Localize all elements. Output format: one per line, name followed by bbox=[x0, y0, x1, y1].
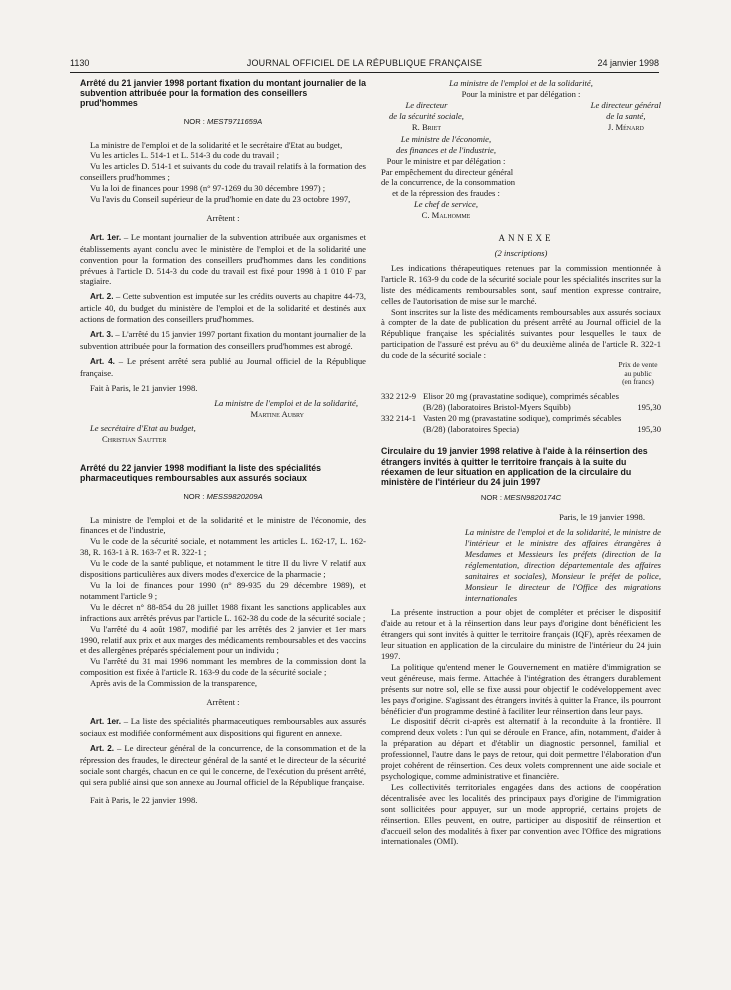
signature-name: Martine Aubry bbox=[250, 408, 304, 419]
drug-description: Elisor 20 mg (pravastatine sodique), comprimés sécables (B/28) (laboratoires Bristol-Myers Squibb) bbox=[423, 390, 619, 412]
circulaire-date: Paris, le 19 janvier 1998. bbox=[559, 512, 645, 523]
signature-block-economie: Le ministre de l'économie, des finances et de l'industrie, Pour le ministre et par délégation : Par empêchement du directeur général de la concurrence, de la consommation et de la répression des fraudes : Le chef de service, C. Malhomme bbox=[381, 133, 516, 221]
left-column bbox=[80, 78, 366, 806]
fait-a: Fait à Paris, le 21 janvier 1998. bbox=[90, 382, 198, 393]
drug-row bbox=[381, 413, 661, 435]
arrete-2-nor: NOR : MESS9820209A bbox=[183, 491, 263, 501]
circulaire-paragraph: Le dispositif décrit ci-après est alternatif à la reconduite à la frontière. Il comprend deux volets : l'un qui se déroule en France, afin, notamment, d'aider à la préparation au départ et d'établir un diagnostic personnel, familial et professionnel, l'autre dans le pays de retour, qui doit permettre l'élaboration d'un projet cohérent de réinsertion. Ces deux volets comprennent une aide sociale et psychologique, comme administrative et financière. bbox=[381, 716, 661, 781]
visa: Vu l'avis du Conseil supérieur de la prud'homie en date du 23 octobre 1997, bbox=[90, 194, 351, 205]
article: Art. 2. – Cette subvention est imputée sur les crédits ouverts au chapitre 44-73, article 40, du budget du ministère de l'emploi et de la solidarité et destinés aux actions de formation des conseillers prud'hommes. bbox=[80, 291, 366, 325]
circulaire-paragraph: La présente instruction a pour objet de compléter et préciser le dispositif d'aide au retour et à la réinsertion dans leur pays d'origine dont bénéficient les étrangers qui sont invités à quitter le territoire français (IQF), après réexamen de leur situation en application de la circulaire du ministre de l'intérieur du 24 juin 1997. bbox=[381, 607, 661, 662]
visa: La ministre de l'emploi et de la solidarité et le ministre de l'économie, des finances et de l'industrie, bbox=[80, 514, 366, 536]
visa: Après avis de la Commission de la transparence, bbox=[90, 678, 258, 689]
drug-price: 195,30 bbox=[637, 401, 661, 412]
signature-delegation: Pour la ministre et par délégation : bbox=[461, 88, 581, 99]
arrete-2-heading: Arrêté du 22 janvier 1998 modifiant la liste des spécialités pharmaceutiques remboursables aux assurés sociaux bbox=[80, 463, 322, 484]
signature-left: Le directeur de la sécurité sociale, R. Briet bbox=[389, 99, 464, 132]
circulaire-heading: Circulaire du 19 janvier 1998 relative à l'aide à la réinsertion des étrangers invités à quitter le territoire français à la suite du réexamen de leur situation en application de la circulaire du ministère de l'intérieur du 24 juin 1997 bbox=[381, 446, 648, 488]
circulaire-paragraph: La politique qu'entend mener le Gouvernement en matière d'immigration se veut généreuse, mais ferme. Attachée à l'intégration des étrangers durablement présents sur notre sol, elle se fixe aussi pour objectif le codéveloppement avec les pays d'origine. S'agissant des étrangers invités à quitter la France, ils pourront bénéficier d'un programme destiné à faciliter leur réinsertion dans leur pays. bbox=[381, 661, 661, 716]
circulaire-nor: NOR : MESN9820174C bbox=[480, 493, 562, 503]
arrete-1-nor: NOR : MEST9711659A bbox=[183, 116, 263, 126]
journal-title: JOURNAL OFFICIEL DE LA RÉPUBLIQUE FRANÇAISE bbox=[246, 58, 483, 68]
drug-price: 195,30 bbox=[637, 423, 661, 434]
visa: Vu le décret n° 88-854 du 28 juillet 1988 fixant les sanctions applicables aux infractions aux arrêtés prévus par l'article L. 162-38 du code de la sécurité sociale ; bbox=[80, 601, 366, 623]
article: Art. 1er. – Le montant journalier de la subvention attribuée aux organismes et établissements ayant conclu avec le ministère de l'emploi et de la solidarité une convention pour la formation des conseillers prud'hommes dans les conditions prévues à l'article D. 514-3 du code du travail est fixé pour 1998 à 1 010 F par stagiaire. bbox=[80, 231, 367, 287]
visa: Vu les articles L. 514-1 et L. 514-3 du code du travail ; bbox=[90, 150, 279, 161]
signature-name: Christian Sautter bbox=[102, 434, 167, 445]
annexe-paragraph: Les indications thérapeutiques retenues par la commission mentionnée à l'article R. 163-9 du code de la sécurité sociale pour les spécialités inscrites sur la liste des médicaments remboursables sont, sauf mention expresse contraire, celles de l'autorisation de mise sur le marché. bbox=[381, 262, 661, 306]
visa: La ministre de l'emploi et de la solidarité et le secrétaire d'Etat au budget, bbox=[90, 139, 343, 150]
signature-right: Le directeur général de la santé, J. Ménard bbox=[590, 99, 661, 132]
signature-title: Le secrétaire d'Etat au budget, bbox=[90, 423, 196, 434]
drug-code: 332 212-9 bbox=[381, 390, 417, 401]
arretent: Arrêtent : bbox=[206, 697, 240, 708]
circulaire-address: La ministre de l'emploi et de la solidarité, le ministre de l'intérieur et le ministre des affaires étrangères à Mesdames et Messieurs les préfets (direction de la réglementation, direction départementale des affaires sanitaires et sociales), Monsieur le préfet de police, Monsieur le directeur de l'Office des migrations internationales bbox=[465, 527, 661, 603]
arretent: Arrêtent : bbox=[206, 212, 240, 223]
visa: Vu l'arrêté du 31 mai 1996 nommant les membres de la commission dont la composition est fixée à l'article R. 163-9 du code de la sécurité sociale ; bbox=[80, 656, 366, 678]
signature-title: La ministre de l'emploi et de la solidarité, bbox=[214, 397, 358, 408]
annexe-subtitle: (2 inscriptions) bbox=[494, 247, 548, 258]
annexe-paragraph: Sont inscrites sur la liste des médicaments remboursables aux assurés sociaux à compter de la date de publication du présent arrêté au Journal officiel de la République française les spécialités suivantes pour lesquelles le taux de participation de l'assuré est prévu au 6° du deuxième alinéa de l'article R. 322-1 du code de la sécurité sociale : bbox=[381, 306, 661, 361]
drug-row bbox=[381, 391, 661, 413]
price-column-header: Prix de vente au public (en francs) bbox=[618, 360, 658, 387]
fait-a: Fait à Paris, le 22 janvier 1998. bbox=[90, 795, 198, 806]
drug-code: 332 214-1 bbox=[381, 412, 417, 423]
drug-description: Vasten 20 mg (pravastatine sodique), comprimés sécables (B/28) (laboratoires Specia) bbox=[423, 412, 622, 434]
header-rule bbox=[70, 72, 659, 73]
signature-pair bbox=[381, 100, 661, 134]
visa: Vu l'arrêté du 4 août 1987, modifié par les arrêtés des 2 janvier et 1er mars 1990, relatif aux prix et aux marges des médicaments remboursables et des vaccins et des allergènes préparés spécialement pour un individu ; bbox=[80, 623, 366, 656]
article: Art. 3. – L'arrêté du 15 janvier 1997 portant fixation du montant journalier de la subvention attribuée pour la formation des conseillers prud'hommes est abrogé. bbox=[80, 329, 366, 352]
signature-title: La ministre de l'emploi et de la solidarité, bbox=[449, 78, 593, 88]
visa: Vu le code de la sécurité sociale, et notamment les articles L. 162-17, L. 162-38, R. 163-1 à R. 163-7 et R. 322-1 ; bbox=[80, 536, 366, 558]
issue-date: 24 janvier 1998 bbox=[597, 58, 659, 68]
article: Art. 4. – Le présent arrêté sera publié au Journal officiel de la République française. bbox=[80, 355, 366, 378]
arrete-1 bbox=[80, 78, 366, 445]
arrete-1-heading: Arrêté du 21 janvier 1998 portant fixation du montant journalier de la subvention attribuée pour la formation des conseillers prud'hommes bbox=[80, 78, 366, 109]
article: Art. 2. – Le directeur général de la concurrence, de la consommation et de la répression des fraudes, le directeur général de la santé et le directeur de la sécurité sociale sont chargés, chacun en ce qui le concerne, de l'exécution du présent arrêté, qui sera publié ainsi que son annexe au Journal officiel de la République française. bbox=[80, 742, 366, 787]
arrete-2 bbox=[80, 463, 366, 806]
running-header bbox=[70, 58, 659, 72]
circulaire bbox=[381, 446, 661, 847]
circulaire-paragraph: Les collectivités territoriales engagées dans des actions de coopération décentralisée avec les localités des principaux pays d'origine de l'immigration sont sollicitées pour appuyer, sur un mode approprié, certains projets de réinsertion. Elles peuvent, en outre, participer au dispositif de réinsertion et d'accueil selon des modalités à fixer par convention avec l'Office des migrations internationales (OMI). bbox=[381, 781, 661, 847]
article: Art. 1er. – La liste des spécialités pharmaceutiques remboursables aux assurés sociaux est modifiée conformément aux dispositions qui figurent en annexe. bbox=[80, 715, 366, 738]
visa: Vu les articles D. 514-1 et suivants du code du travail relatifs à la formation des conseillers prud'hommes ; bbox=[80, 161, 366, 183]
visa: Vu la loi de finances pour 1998 (n° 97-1269 du 30 décembre 1997) ; bbox=[90, 183, 326, 194]
right-column bbox=[381, 78, 661, 847]
annexe-title: ANNEXE bbox=[498, 233, 554, 244]
visa: Vu la loi de finances pour 1990 (n° 89-935 du 29 décembre 1989), et notamment l'article 9 ; bbox=[80, 580, 366, 601]
page-number: 1130 bbox=[70, 58, 90, 68]
visa: Vu le code de la santé publique, et notamment le titre II du livre V relatif aux dispositions particulières aux divers modes d'exercice de la pharmacie ; bbox=[80, 558, 366, 580]
